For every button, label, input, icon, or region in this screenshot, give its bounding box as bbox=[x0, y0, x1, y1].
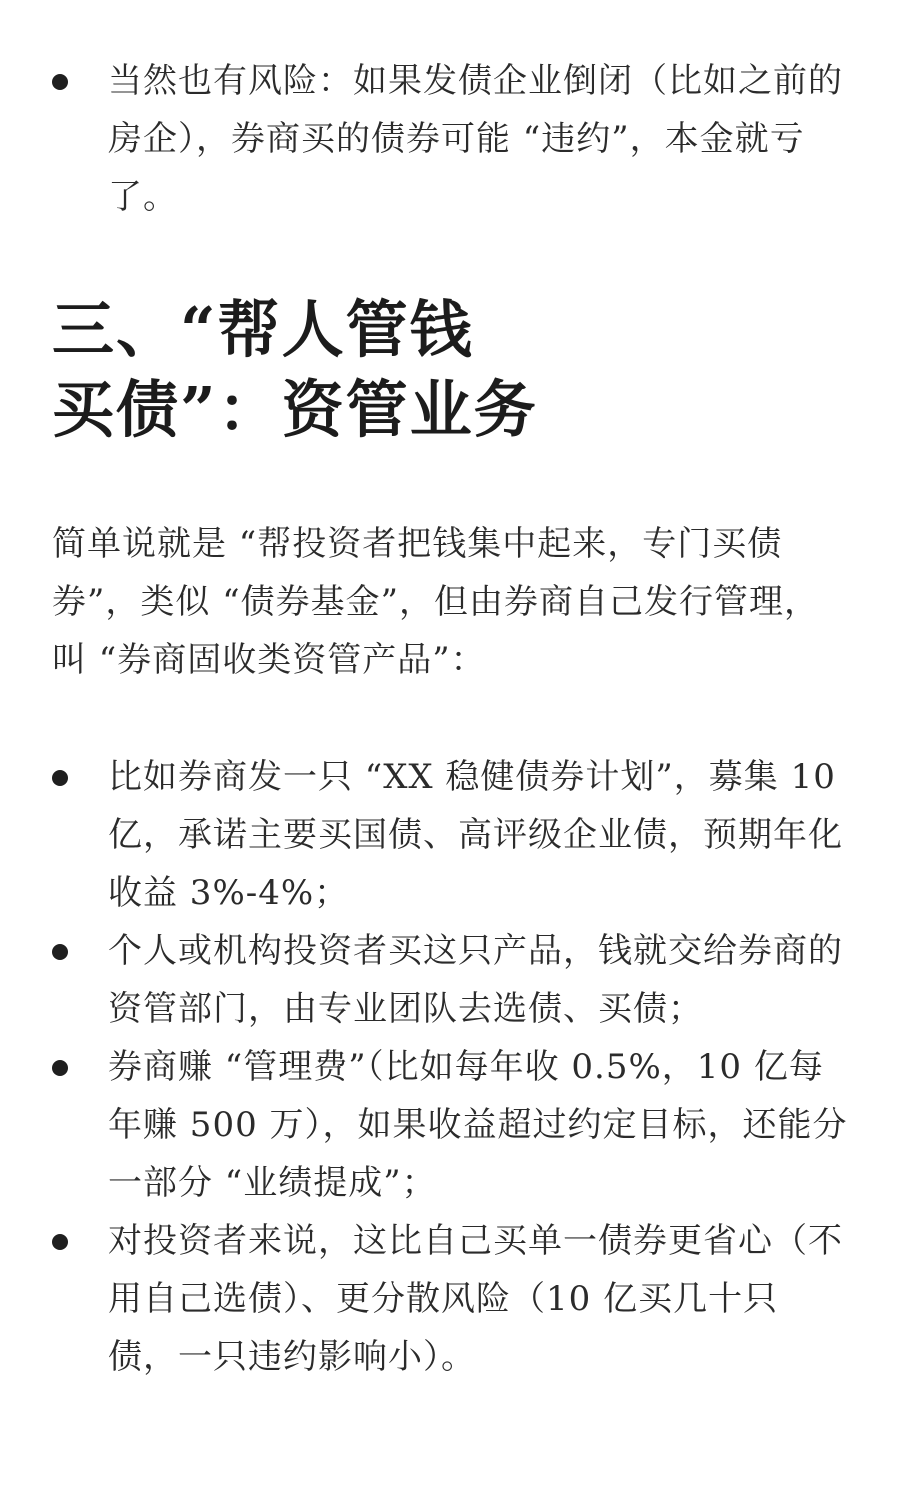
section-heading-line-2: 买债”：资管业务 bbox=[52, 373, 538, 446]
asset-management-bullet-list bbox=[0, 748, 900, 1386]
section-heading-line-1: 三、“帮人管钱 bbox=[52, 293, 474, 366]
bullet-dot-icon bbox=[52, 944, 68, 960]
section-intro-paragraph: 简单说就是 “帮投资者把钱集中起来，专门买债券”，类似 “债券基金”，但由券商自己发行管理，叫 “券商固收类资管产品”： bbox=[52, 524, 819, 680]
list-item-text: 当然也有风险：如果发债企业倒闭（比如之前的房企），券商买的债券可能 “违约”，本金就亏了。 bbox=[108, 61, 843, 217]
bullet-dot-icon bbox=[52, 1234, 68, 1250]
list-item-text: 对投资者来说，这比自己买单一债券更省心（不用自己选债）、更分散风险（10 亿买几十只债，一只违约影响小）。 bbox=[108, 1221, 843, 1377]
list-item bbox=[0, 1038, 900, 1212]
list-item-text: 比如券商发一只 “XX 稳健债券计划”，募集 10 亿，承诺主要买国债、高评级企业债，预期年化收益 3%-4%； bbox=[108, 757, 843, 913]
section-heading bbox=[52, 290, 852, 450]
bullet-dot-icon bbox=[52, 74, 68, 90]
list-item-text: 个人或机构投资者买这只产品，钱就交给券商的资管部门，由专业团队去选债、买债； bbox=[108, 931, 843, 1029]
risk-bullet-list bbox=[0, 52, 900, 226]
bullet-dot-icon bbox=[52, 1060, 68, 1076]
list-item-text: 券商赚 “管理费”（比如每年收 0.5%，10 亿每年赚 500 万），如果收益超过约定目标，还能分一部分 “业绩提成”； bbox=[108, 1047, 848, 1203]
list-item bbox=[0, 922, 900, 1038]
list-item bbox=[0, 1212, 900, 1386]
list-item bbox=[0, 748, 900, 922]
bullet-dot-icon bbox=[52, 770, 68, 786]
list-item bbox=[0, 52, 900, 226]
